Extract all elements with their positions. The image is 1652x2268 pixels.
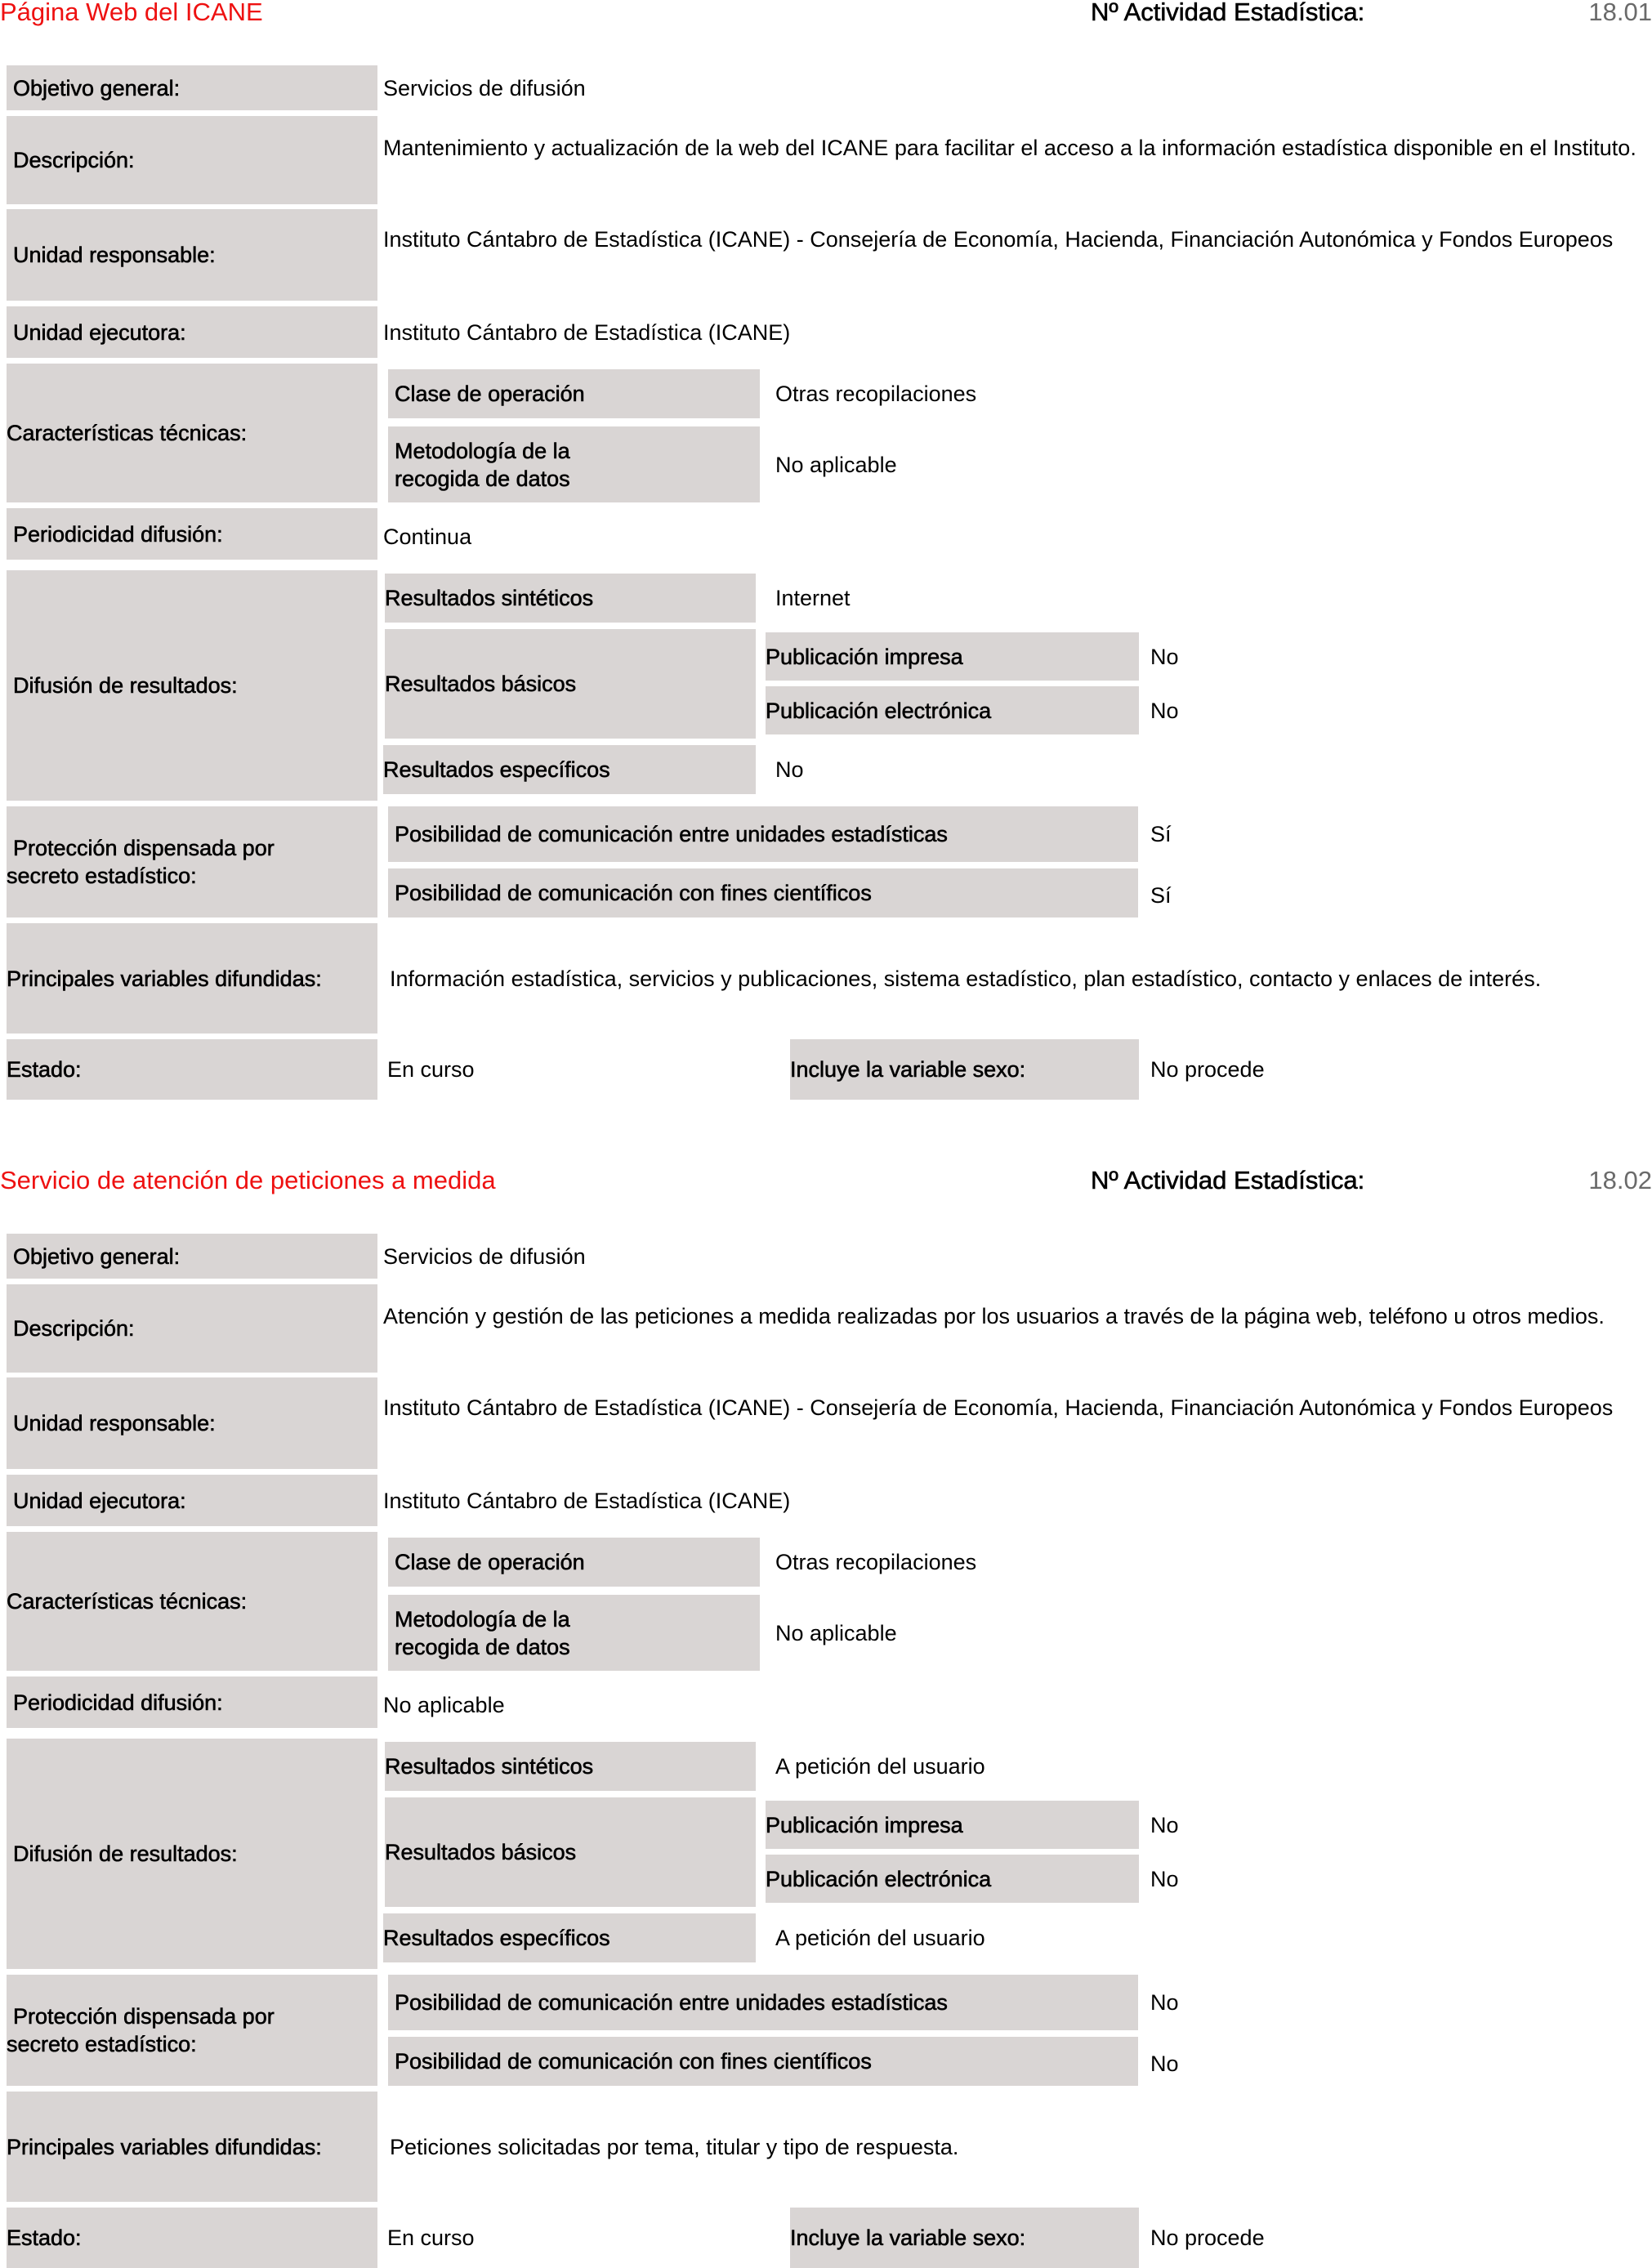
proteccion-label: [7, 1975, 377, 2086]
impresa-value: No: [1150, 644, 1179, 669]
caracteristicas-label: Características técnicas:: [7, 364, 377, 502]
difusion-label: Difusión de resultados:: [7, 570, 377, 801]
metodologia-label: Metodología de la recogida de datos: [388, 426, 760, 502]
variables-label: Principales variables difundidas:: [7, 2092, 377, 2202]
proteccion-label: [7, 806, 377, 917]
metodologia-value: No aplicable: [775, 1620, 897, 1645]
unidad-ejecutora-label: Unidad ejecutora:: [7, 1475, 377, 1526]
periodicidad-value: Continua: [383, 524, 472, 549]
com-unidades-value: No: [1150, 1990, 1179, 2015]
especificos-value: A petición del usuario: [775, 1926, 985, 1950]
impresa-label: Publicación impresa: [766, 632, 1139, 681]
com-unidades-label: Posibilidad de comunicación entre unidades estadísticas: [388, 1975, 1138, 2030]
estado-label: Estado:: [7, 1039, 377, 1100]
estado-label: Estado:: [7, 2208, 377, 2268]
com-cientificos-label: Posibilidad de comunicación con fines científicos: [388, 868, 1138, 917]
basicos-label: Resultados básicos: [385, 1797, 756, 1907]
descripcion-label: Descripción:: [7, 116, 377, 204]
estado-value: En curso: [387, 2226, 475, 2250]
unidad-responsable-label: Unidad responsable:: [7, 209, 377, 301]
objetivo-value: Servicios de difusión: [383, 1243, 586, 1269]
com-cientificos-value: Sí: [1150, 883, 1172, 908]
activity-title: Página Web del ICANE: [0, 0, 263, 26]
descripcion-label: Descripción:: [7, 1284, 377, 1373]
caracteristicas-label: Características técnicas:: [7, 1532, 377, 1671]
clase-operacion-label: Clase de operación: [388, 369, 760, 418]
periodicidad-label: Periodicidad difusión:: [7, 508, 377, 560]
electronica-label: Publicación electrónica: [766, 1855, 1139, 1903]
com-unidades-value: Sí: [1150, 822, 1172, 846]
electronica-value: No: [1150, 698, 1179, 723]
unidad-responsable-value: Instituto Cántabro de Estadística (ICANE) - Consejería de Economía, Hacienda, Financiación Autonómica y Fondos Europeos: [383, 1395, 1614, 1420]
sinteticos-value: A petición del usuario: [775, 1754, 985, 1779]
electronica-value: No: [1150, 1866, 1179, 1891]
basicos-label: Resultados básicos: [385, 629, 756, 739]
variables-value: Peticiones solicitadas por tema, titular y tipo de respuesta.: [390, 2134, 959, 2159]
activity-sheet: [0, 1168, 1652, 2268]
variables-label: Principales variables difundidas:: [7, 923, 377, 1034]
activity-number-label: Nº Actividad Estadística:: [1091, 1166, 1365, 1194]
variables-value: Información estadística, servicios y publicaciones, sistema estadístico, plan estadístico, contacto y enlaces de interés.: [390, 966, 1542, 991]
clase-operacion-label: Clase de operación: [388, 1538, 760, 1587]
clase-operacion-value: Otras recopilaciones: [775, 1550, 977, 1574]
com-cientificos-label: Posibilidad de comunicación con fines científicos: [388, 2037, 1138, 2086]
sinteticos-value: Internet: [775, 586, 851, 610]
metodologia-label: Metodología de la recogida de datos: [388, 1595, 760, 1671]
sinteticos-label: Resultados sintéticos: [385, 574, 756, 623]
unidad-ejecutora-value: Instituto Cántabro de Estadística (ICANE): [383, 319, 791, 345]
descripcion-value: Atención y gestión de las peticiones a medida realizadas por los usuarios a través de la página web, teléfono u otros medios.: [383, 1304, 1605, 1328]
periodicidad-label: Periodicidad difusión:: [7, 1676, 377, 1728]
especificos-value: No: [775, 757, 804, 782]
unidad-responsable-value: Instituto Cántabro de Estadística (ICANE) - Consejería de Economía, Hacienda, Financiación Autonómica y Fondos Europeos: [383, 227, 1614, 252]
objetivo-label: Objetivo general:: [7, 1234, 377, 1279]
especificos-label: Resultados específicos: [383, 1913, 756, 1962]
proteccion-label-text: Protección dispensada por secreto estadístico:: [7, 836, 275, 888]
objetivo-value: Servicios de difusión: [383, 75, 586, 100]
impresa-label: Publicación impresa: [766, 1801, 1139, 1849]
com-unidades-label: Posibilidad de comunicación entre unidades estadísticas: [388, 806, 1138, 862]
sexo-label: Incluye la variable sexo:: [790, 2208, 1139, 2268]
electronica-label: Publicación electrónica: [766, 686, 1139, 734]
activity-title: Servicio de atención de peticiones a medida: [0, 1166, 496, 1194]
sexo-value: No procede: [1150, 1057, 1265, 1082]
especificos-label: Resultados específicos: [383, 745, 756, 794]
impresa-value: No: [1150, 1812, 1179, 1837]
objetivo-label: Objetivo general:: [7, 65, 377, 110]
sexo-value: No procede: [1150, 2226, 1265, 2250]
unidad-ejecutora-label: Unidad ejecutora:: [7, 306, 377, 358]
unidad-ejecutora-value: Instituto Cántabro de Estadística (ICANE): [383, 1488, 791, 1513]
sexo-label: Incluye la variable sexo:: [790, 1039, 1139, 1100]
activity-number: 18.02: [1588, 1166, 1652, 1194]
periodicidad-value: No aplicable: [383, 1692, 505, 1717]
proteccion-label-text: Protección dispensada por secreto estadístico:: [7, 2004, 275, 2056]
activity-number-label: Nº Actividad Estadística:: [1091, 0, 1365, 26]
sinteticos-label: Resultados sintéticos: [385, 1742, 756, 1791]
unidad-responsable-label: Unidad responsable:: [7, 1377, 377, 1469]
metodologia-value: No aplicable: [775, 452, 897, 477]
descripcion-value: Mantenimiento y actualización de la web del ICANE para facilitar el acceso a la información estadística disponible en el Instituto.: [383, 136, 1636, 160]
difusion-label: Difusión de resultados:: [7, 1739, 377, 1969]
estado-value: En curso: [387, 1057, 475, 1082]
clase-operacion-value: Otras recopilaciones: [775, 382, 977, 406]
com-cientificos-value: No: [1150, 2051, 1179, 2076]
activity-number: 18.01: [1588, 0, 1652, 26]
